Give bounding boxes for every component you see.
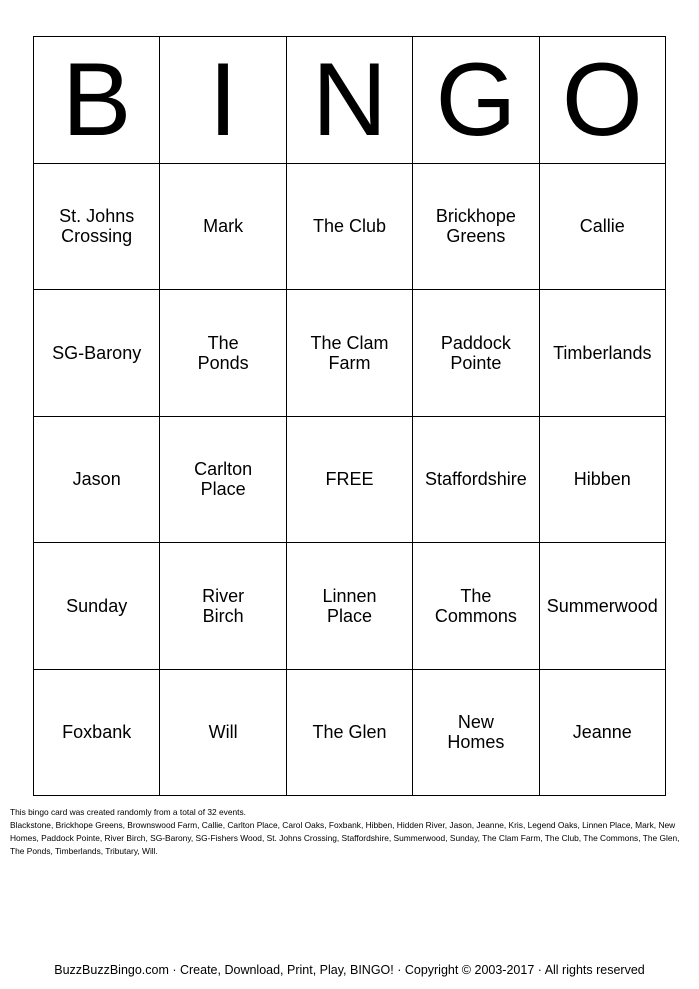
bingo-square-text: Carlton Place [194,459,253,500]
bingo-square-r2-c1 [34,290,160,417]
bingo-square-r5-c2 [160,670,286,797]
free-space-text: FREE [325,469,374,490]
header-letter-i: I [160,37,286,164]
bingo-square-text: Jeanne [572,722,632,743]
bingo-square-r4-c1 [34,543,160,670]
bingo-square-r3-c4 [413,417,539,544]
bingo-square-text: Will [208,722,238,743]
bingo-square-r3-c1 [34,417,160,544]
bingo-square-r5-c4 [413,670,539,797]
bingo-square-free [287,417,413,544]
bingo-square-r2-c2 [160,290,286,417]
bingo-square-text: River Birch [202,585,245,626]
bingo-square-text: The Club [312,216,387,237]
bingo-square-r1-c2 [160,164,286,291]
bingo-square-text: Summerwood [546,595,658,616]
bingo-square-r4-c4 [413,543,539,670]
header-letter-g: G [413,37,539,164]
bingo-square-text: New Homes [447,712,505,753]
bingo-square-text: The Glen [312,722,387,743]
bingo-square-text: Mark [203,216,244,237]
card-info-event-list: Blackstone, Brickhope Greens, Brownswood Farm, Callie, Carlton Place, Carol Oaks, Foxbank, Hibben, Hidden River, Jason, Jeanne, Kris, Legend Oaks, Linnen Place, Mark, New Homes, Paddock Pointe, River Birch, SG-Barony, SG-Fishers Wood, St. Johns Crossing, Staffordshire, Summerwood, Sunday, The Clam Farm, The Club, The Commons, The Glen, The Ponds, Timberlands, Tributary, Will. [10,820,680,856]
bingo-square-r4-c3 [287,543,413,670]
bingo-card [33,36,666,796]
bingo-square-text: Foxbank [62,722,132,743]
bingo-square-r2-c5 [540,290,666,417]
card-info [10,806,690,858]
bingo-square-r2-c3 [287,290,413,417]
bingo-square-r1-c5 [540,164,666,291]
bingo-square-text: Brickhope Greens [435,206,516,247]
bingo-square-r3-c5 [540,417,666,544]
bingo-square-r4-c5 [540,543,666,670]
bingo-square-r5-c3 [287,670,413,797]
bingo-square-r5-c5 [540,670,666,797]
bingo-square-text: Jason [72,469,121,490]
page-footer: BuzzBuzzBingo.com · Create, Download, Print, Play, BINGO! · Copyright © 2003-2017 · All rights reserved [54,963,645,977]
bingo-square-r1-c1 [34,164,160,291]
bingo-square-text: The Commons [434,585,517,626]
bingo-square-r2-c4 [413,290,539,417]
bingo-square-text: Sunday [66,595,128,616]
bingo-square-text: Timberlands [553,342,652,363]
bingo-square-text: Staffordshire [425,469,527,490]
bingo-square-text: Callie [579,216,625,237]
bingo-square-r5-c1 [34,670,160,797]
bingo-square-text: The Clam Farm [310,332,389,373]
bingo-square-r1-c4 [413,164,539,291]
header-letter-o: O [540,37,666,164]
card-info-summary: This bingo card was created randomly from a total of 32 events. [10,807,247,817]
bingo-square-r1-c3 [287,164,413,291]
bingo-square-text: SG-Barony [52,342,142,363]
bingo-square-text: St. Johns Crossing [59,206,135,247]
header-letter-b: B [34,37,160,164]
bingo-square-text: Paddock Pointe [440,332,511,373]
header-letter-n: N [287,37,413,164]
bingo-square-text: The Ponds [197,332,249,373]
bingo-square-text: Linnen Place [322,585,377,626]
bingo-square-r4-c2 [160,543,286,670]
bingo-square-r3-c2 [160,417,286,544]
bingo-square-text: Hibben [573,469,631,490]
